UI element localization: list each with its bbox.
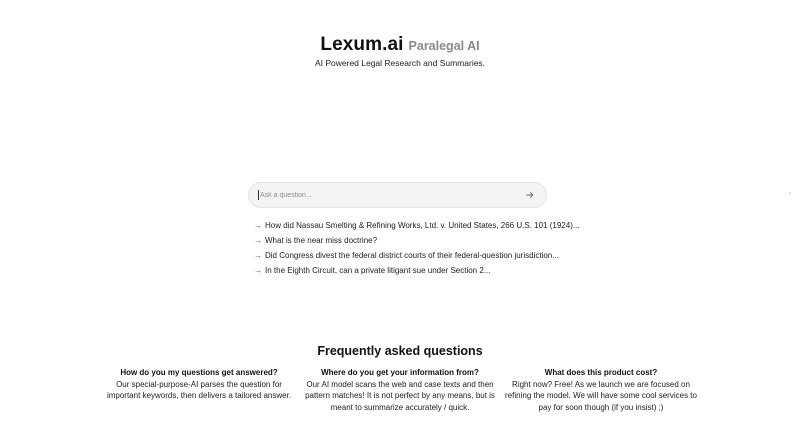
chevron-left-icon[interactable]: ‹ [789,191,791,197]
faq-item [102,367,296,413]
faq-item [504,367,698,413]
suggestion-item[interactable] [254,233,580,248]
brand [320,34,479,56]
arrow-right-icon: → [254,266,262,275]
faq-answer: Right now? Free! As we launch we are focused on refining the model. We will have some cool services to pay for soon though (if you insist) ;) [505,379,697,412]
search-input[interactable] [258,190,524,200]
search-box[interactable] [248,182,547,208]
faq-question: How do you my questions get answered? [120,368,278,377]
suggestion-item[interactable] [254,248,580,263]
brand-subtitle: Paralegal AI [408,39,480,53]
arrow-right-icon: → [254,236,262,245]
faq-question: Where do you get your information from? [321,368,479,377]
page-header [0,34,800,68]
arrow-right-icon [526,191,534,199]
arrow-right-icon: → [254,251,262,260]
faq-answer: Our special-purpose-AI parses the question for important keywords, then delivers a tailored answer. [106,379,292,400]
suggestion-item[interactable] [254,263,580,278]
brand-name: Lexum.ai [320,34,404,55]
faq-title: Frequently asked questions [317,344,483,358]
suggestion-text: Did Congress divest the federal district courts of their federal-question jurisdiction... [265,251,559,260]
send-button[interactable] [524,189,536,201]
tagline: AI Powered Legal Research and Summaries. [314,58,486,68]
suggestion-text: What is the near miss doctrine? [265,236,378,245]
suggestion-list [254,218,580,278]
faq-item [303,367,497,413]
suggestion-text: In the Eighth Circuit, can a private litigant sue under Section 2... [265,266,491,275]
arrow-right-icon: → [254,221,262,230]
faq-section [102,367,698,413]
faq-question: What does this product cost? [544,368,658,377]
faq-answer: Our AI model scans the web and case texts and then pattern matches! It is not perfect by any means, but is meant to summarize accurately / quick. [305,379,495,412]
suggestion-text: How did Nassau Smelting & Refining Works, Ltd. v. United States, 266 U.S. 101 (1924)... [265,221,580,230]
suggestion-item[interactable] [254,218,580,233]
